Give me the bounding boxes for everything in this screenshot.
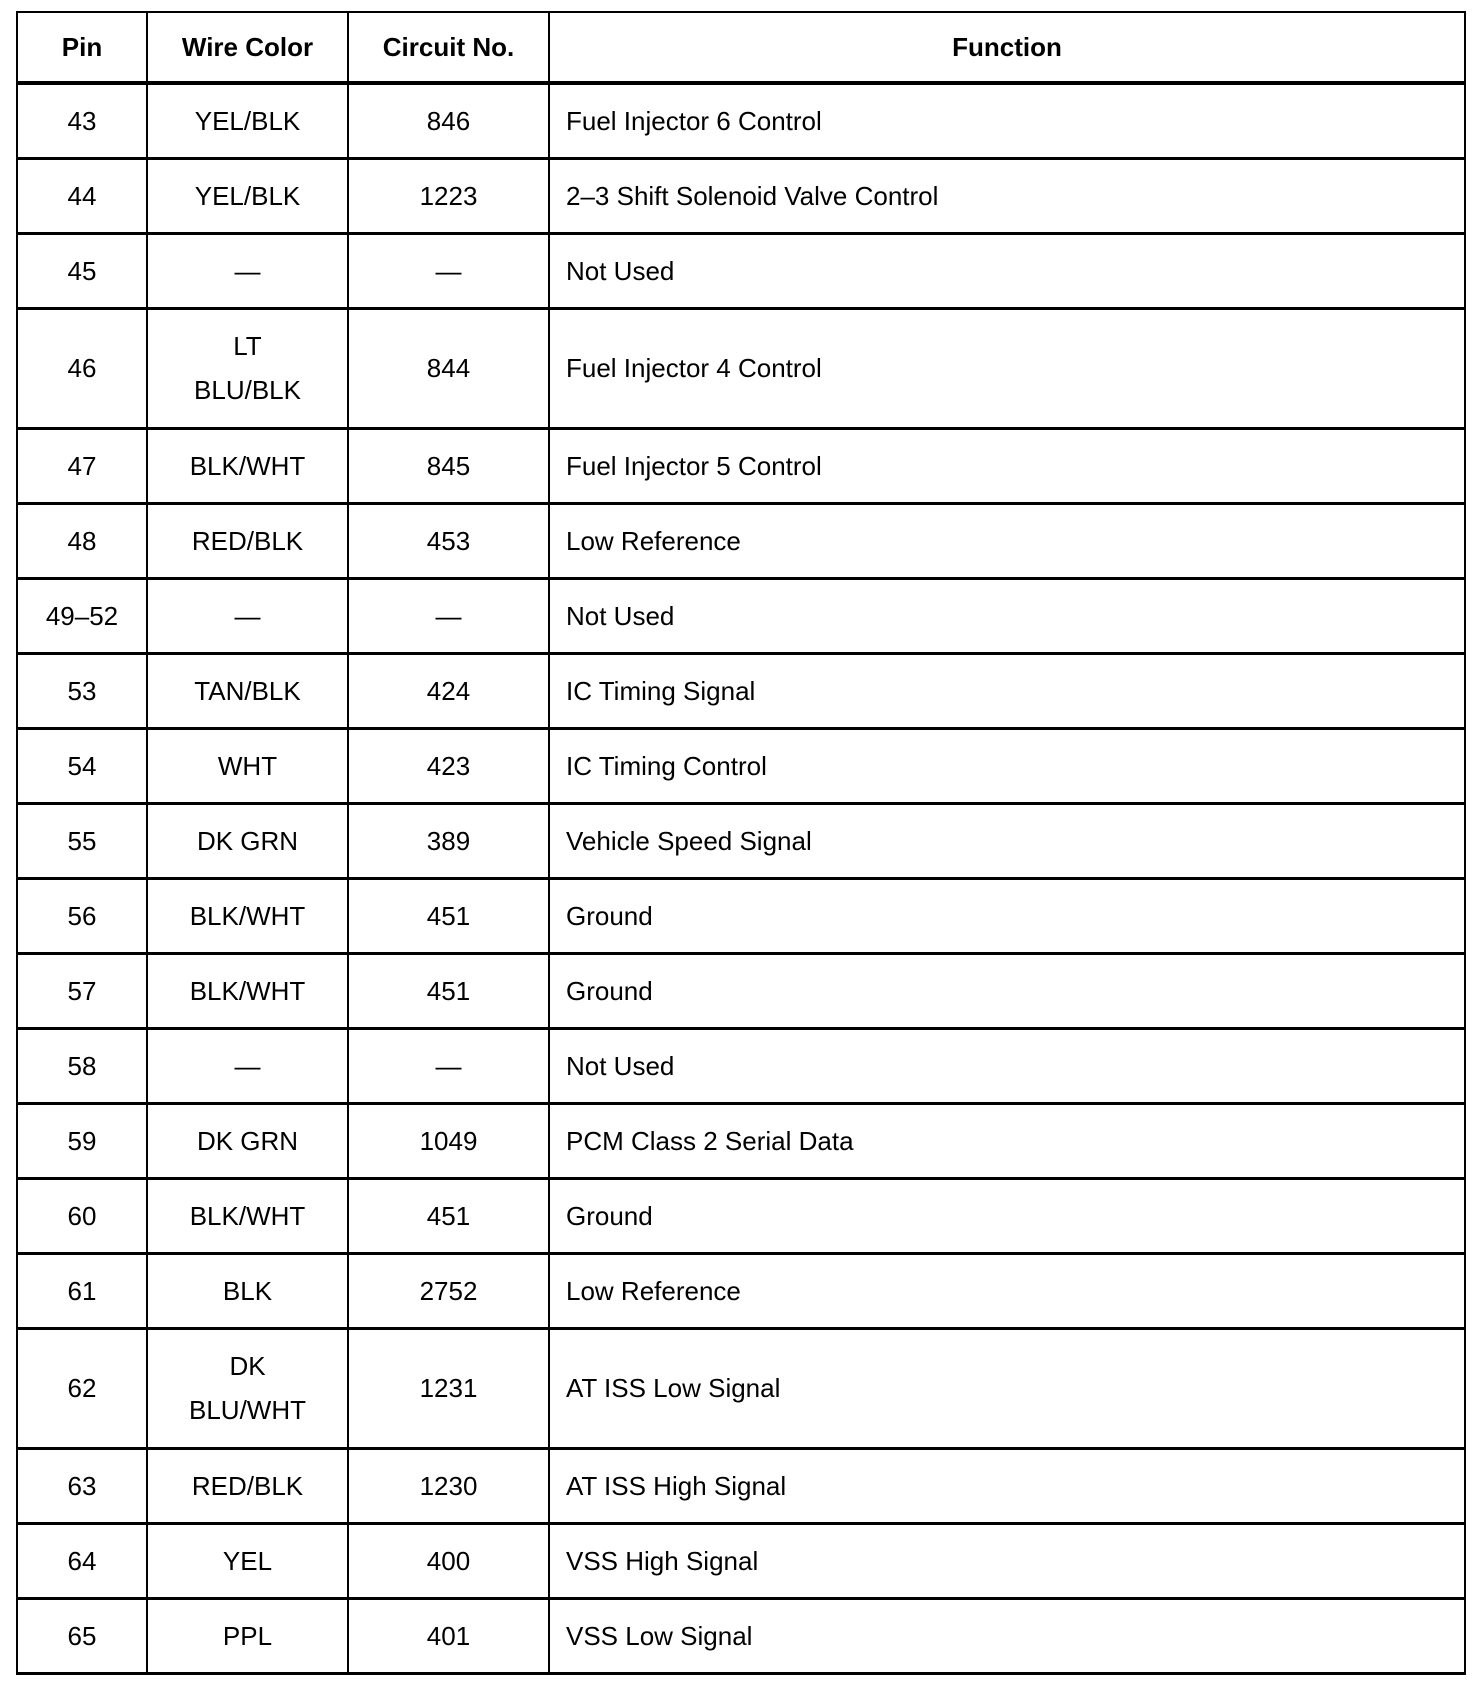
wire-color-line: BLU/WHT — [189, 1395, 306, 1425]
pin-cell: 57 — [17, 953, 147, 1028]
wire-color-cell — [147, 1103, 348, 1178]
function-cell: Ground — [549, 953, 1465, 1028]
wire-color-line: WHT — [217, 750, 278, 781]
table-row — [17, 1598, 1465, 1673]
wire-color-line: YEL — [222, 1545, 273, 1576]
pin-cell: 65 — [17, 1598, 147, 1673]
wire-color-cell — [147, 503, 348, 578]
table-row — [17, 1178, 1465, 1253]
circuit-no-cell: 451 — [348, 878, 549, 953]
wire-color-cell — [147, 1523, 348, 1598]
pin-cell: 60 — [17, 1178, 147, 1253]
table-row — [17, 83, 1465, 158]
pin-cell: 46 — [17, 308, 147, 428]
wire-color-cell — [147, 578, 348, 653]
circuit-no-cell: 423 — [348, 728, 549, 803]
wire-color-line: DK GRN — [196, 1125, 299, 1156]
pin-cell: 48 — [17, 503, 147, 578]
wire-color-cell — [147, 158, 348, 233]
wire-color-line: — — [234, 1050, 261, 1081]
wire-color-line: TAN/BLK — [194, 675, 301, 706]
wire-color-line: BLK/WHT — [189, 900, 306, 931]
circuit-no-cell: 451 — [348, 1178, 549, 1253]
pin-cell: 53 — [17, 653, 147, 728]
pin-cell: 45 — [17, 233, 147, 308]
wire-color-line: BLK/WHT — [189, 450, 306, 481]
table-row — [17, 1448, 1465, 1523]
wire-color-cell — [147, 728, 348, 803]
circuit-no-cell: 400 — [348, 1523, 549, 1598]
function-cell: Fuel Injector 4 Control — [549, 308, 1465, 428]
circuit-no-cell: 844 — [348, 308, 549, 428]
wire-color-cell — [147, 1178, 348, 1253]
circuit-no-cell: 1231 — [348, 1328, 549, 1448]
pin-cell: 47 — [17, 428, 147, 503]
circuit-no-cell: — — [348, 578, 549, 653]
wire-color-line: DK — [229, 1351, 266, 1381]
function-cell: VSS High Signal — [549, 1523, 1465, 1598]
wire-color-cell — [147, 233, 348, 308]
table-row — [17, 878, 1465, 953]
header-pin: Pin — [17, 12, 147, 83]
table-row — [17, 578, 1465, 653]
table-row — [17, 1028, 1465, 1103]
table-row — [17, 1103, 1465, 1178]
pin-cell: 62 — [17, 1328, 147, 1448]
table-body — [17, 83, 1465, 1673]
function-cell: Vehicle Speed Signal — [549, 803, 1465, 878]
wire-color-line: RED/BLK — [191, 525, 304, 556]
function-cell: Low Reference — [549, 1253, 1465, 1328]
wire-color-cell — [147, 653, 348, 728]
header-function: Function — [549, 12, 1465, 83]
circuit-no-cell: 845 — [348, 428, 549, 503]
table-row — [17, 953, 1465, 1028]
header-circuit-no: Circuit No. — [348, 12, 549, 83]
wire-color-line: — — [234, 600, 261, 631]
function-cell: Low Reference — [549, 503, 1465, 578]
wire-color-line: BLK/WHT — [189, 1200, 306, 1231]
table-row — [17, 803, 1465, 878]
circuit-no-cell: 451 — [348, 953, 549, 1028]
circuit-no-cell: 846 — [348, 83, 549, 158]
wire-color-line: BLK — [222, 1275, 273, 1306]
table-row — [17, 1328, 1465, 1448]
pin-cell: 58 — [17, 1028, 147, 1103]
circuit-no-cell: 453 — [348, 503, 549, 578]
function-cell: AT ISS High Signal — [549, 1448, 1465, 1523]
function-cell: Ground — [549, 878, 1465, 953]
wire-color-cell — [147, 1448, 348, 1523]
wire-color-cell — [147, 953, 348, 1028]
circuit-no-cell: 2752 — [348, 1253, 549, 1328]
wire-color-line: YEL/BLK — [194, 105, 301, 136]
wire-color-line: PPL — [222, 1620, 273, 1651]
circuit-no-cell: 389 — [348, 803, 549, 878]
table-row — [17, 1253, 1465, 1328]
function-cell: Fuel Injector 6 Control — [549, 83, 1465, 158]
table-row — [17, 728, 1465, 803]
wire-color-line: — — [234, 255, 261, 286]
header-wire-color: Wire Color — [147, 12, 348, 83]
wire-color-cell — [147, 428, 348, 503]
wire-color-line: DK GRN — [196, 825, 299, 856]
function-cell: 2–3 Shift Solenoid Valve Control — [549, 158, 1465, 233]
pin-cell: 56 — [17, 878, 147, 953]
circuit-no-cell: 1223 — [348, 158, 549, 233]
function-cell: AT ISS Low Signal — [549, 1328, 1465, 1448]
wire-color-line: LT — [233, 331, 262, 361]
table-row — [17, 428, 1465, 503]
wire-color-line: RED/BLK — [191, 1470, 304, 1501]
connector-pinout-table — [16, 11, 1466, 1675]
function-cell: IC Timing Signal — [549, 653, 1465, 728]
function-cell: Ground — [549, 1178, 1465, 1253]
table-row — [17, 653, 1465, 728]
pin-cell: 63 — [17, 1448, 147, 1523]
wire-color-line: BLU/BLK — [194, 375, 301, 405]
pin-cell: 59 — [17, 1103, 147, 1178]
circuit-no-cell: — — [348, 233, 549, 308]
circuit-no-cell: 1049 — [348, 1103, 549, 1178]
circuit-no-cell: — — [348, 1028, 549, 1103]
circuit-no-cell: 401 — [348, 1598, 549, 1673]
pin-cell: 43 — [17, 83, 147, 158]
wire-color-line: BLK/WHT — [189, 975, 306, 1006]
function-cell: PCM Class 2 Serial Data — [549, 1103, 1465, 1178]
wire-color-cell — [147, 878, 348, 953]
pin-cell: 61 — [17, 1253, 147, 1328]
function-cell: IC Timing Control — [549, 728, 1465, 803]
table-row — [17, 158, 1465, 233]
circuit-no-cell: 424 — [348, 653, 549, 728]
wire-color-cell — [147, 1028, 348, 1103]
circuit-no-cell: 1230 — [348, 1448, 549, 1523]
wire-color-cell — [147, 1253, 348, 1328]
pin-cell: 44 — [17, 158, 147, 233]
wire-color-line: YEL/BLK — [194, 180, 301, 211]
pin-cell: 55 — [17, 803, 147, 878]
function-cell: Not Used — [549, 233, 1465, 308]
function-cell: Not Used — [549, 1028, 1465, 1103]
table-row — [17, 1523, 1465, 1598]
wire-color-cell — [147, 83, 348, 158]
pin-cell: 64 — [17, 1523, 147, 1598]
table-row — [17, 233, 1465, 308]
pin-cell: 54 — [17, 728, 147, 803]
wire-color-cell — [147, 308, 348, 428]
wire-color-cell — [147, 1598, 348, 1673]
pin-cell: 49–52 — [17, 578, 147, 653]
function-cell: Fuel Injector 5 Control — [549, 428, 1465, 503]
table-row — [17, 308, 1465, 428]
wire-color-cell — [147, 1328, 348, 1448]
header-row — [17, 12, 1465, 83]
function-cell: VSS Low Signal — [549, 1598, 1465, 1673]
table-row — [17, 503, 1465, 578]
wire-color-cell — [147, 803, 348, 878]
function-cell: Not Used — [549, 578, 1465, 653]
